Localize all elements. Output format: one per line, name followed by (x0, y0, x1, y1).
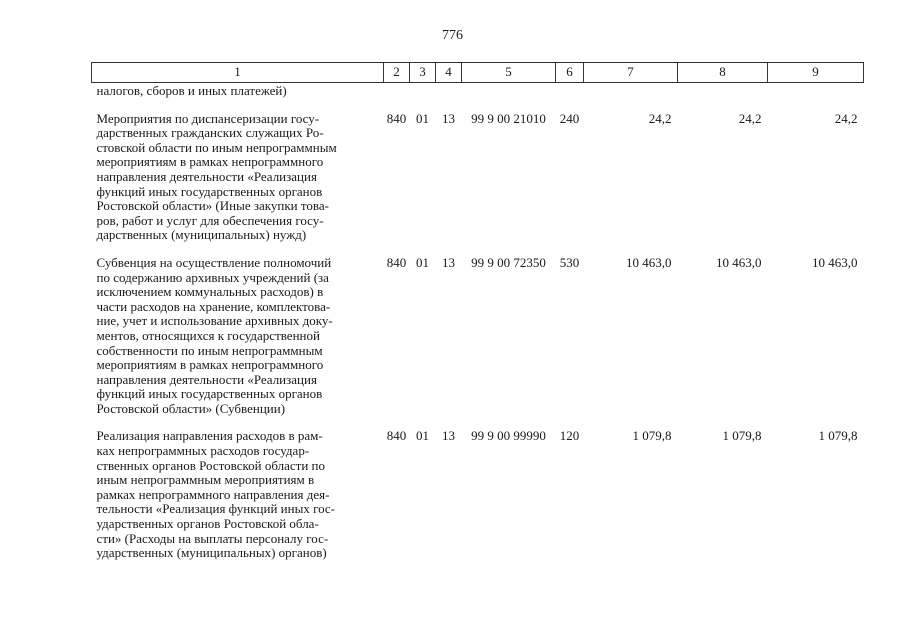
description-line: направления деятельности «Реализация (96, 168, 317, 184)
cell-target-article: 99 9 00 99990 (471, 428, 546, 444)
cell-target-article: 99 9 00 21010 (471, 110, 546, 126)
cell-section: 01 (416, 428, 429, 444)
table-row-continuation (92, 83, 864, 99)
description-line: Реализация направления расходов в рам- (96, 428, 323, 444)
cell-ministry-code: 840 (386, 428, 407, 444)
cell-expense-type: 240 (559, 110, 580, 126)
description-line: исключением коммунальных расходов) в (96, 284, 324, 300)
cell-ministry-code: 840 (386, 110, 407, 126)
description-line: ментов, относящихся к государственной (96, 327, 320, 343)
header-col-6: 6 (556, 63, 584, 83)
header-col-9: 9 (768, 63, 864, 83)
cell-amount-2: 1 079,8 (722, 428, 762, 444)
cell-section: 01 (416, 110, 429, 126)
header-col-4: 4 (436, 63, 462, 83)
cell-amount-2: 10 463,0 (716, 254, 762, 270)
table-header-row (92, 63, 864, 83)
description-line: Субвенция на осуществление полномочий (96, 254, 332, 270)
description-line: функций иных государственных органов (96, 183, 323, 199)
description-line: стовской области по иным непрограммным (96, 139, 337, 155)
header-col-5: 5 (462, 63, 556, 83)
table-row (92, 416, 864, 560)
cell-amount-1: 24,2 (648, 110, 672, 126)
description-line: части расходов на хранение, комплектова- (96, 298, 331, 314)
header-col-8: 8 (678, 63, 768, 83)
description-line: мероприятиям в рамках непрограммного (96, 154, 324, 170)
page-number: 776 (442, 28, 463, 43)
table-row (92, 243, 864, 417)
description-line: Ростовской области» (Субвенции) (96, 400, 286, 416)
description-line: сти» (Расходы на выплаты персоналу гос- (96, 530, 329, 546)
header-col-3: 3 (410, 63, 436, 83)
description-line: собственности по иным непрограммным (96, 342, 323, 358)
description-line: направления деятельности «Реализация (96, 371, 317, 387)
cell-subsection: 13 (442, 110, 455, 126)
header-col-7: 7 (584, 63, 678, 83)
description-line: мероприятиям в рамках непрограммного (96, 357, 324, 373)
description-line: по содержанию архивных учреждений (за (96, 269, 329, 285)
description-line: тельности «Реализация функций иных гос- (96, 501, 335, 517)
description-line: Мероприятия по диспансеризации госу- (96, 110, 320, 126)
cell-amount-3: 10 463,0 (812, 254, 858, 270)
cell-subsection: 13 (442, 254, 455, 270)
description-line: рамках непрограммного направления дея- (96, 486, 330, 502)
description-line: дарственных гражданских служащих Ро- (96, 125, 324, 141)
cell-amount-2: 24,2 (738, 110, 762, 126)
header-col-1: 1 (92, 63, 384, 83)
cell-amount-1: 10 463,0 (626, 254, 672, 270)
row-description (92, 243, 384, 417)
cell-section: 01 (416, 254, 429, 270)
description-line: ударственных (муниципальных) органов) (96, 545, 327, 561)
description-line: ках непрограммных расходов государ- (96, 443, 310, 459)
budget-table (91, 62, 864, 561)
cell-expense-type: 530 (559, 254, 580, 270)
description-line: ственных органов Ростовской области по (96, 457, 325, 473)
description-line: налогов, сборов и иных платежей) (96, 83, 287, 98)
header-col-2: 2 (384, 63, 410, 83)
description-line: ние, учет и использование архивных доку- (96, 313, 333, 329)
description-line: ров, работ и услуг для обеспечения госу- (96, 212, 324, 228)
row-description (92, 83, 384, 99)
cell-ministry-code: 840 (386, 254, 407, 270)
row-description (92, 416, 384, 560)
cell-amount-3: 24,2 (834, 110, 858, 126)
cell-amount-1: 1 079,8 (632, 428, 672, 444)
row-description (92, 99, 384, 243)
cell-amount-3: 1 079,8 (818, 428, 858, 444)
cell-subsection: 13 (442, 428, 455, 444)
description-line: Ростовской области» (Иные закупки това- (96, 198, 329, 214)
description-line: дарственных (муниципальных) нужд) (96, 227, 307, 243)
table-row (92, 99, 864, 243)
description-line: иным непрограммным мероприятиям в (96, 472, 315, 488)
cell-target-article: 99 9 00 72350 (471, 254, 546, 270)
description-line: функций иных государственных органов (96, 386, 323, 402)
cell-expense-type: 120 (559, 428, 580, 444)
description-line: ударственных органов Ростовской обла- (96, 516, 319, 532)
